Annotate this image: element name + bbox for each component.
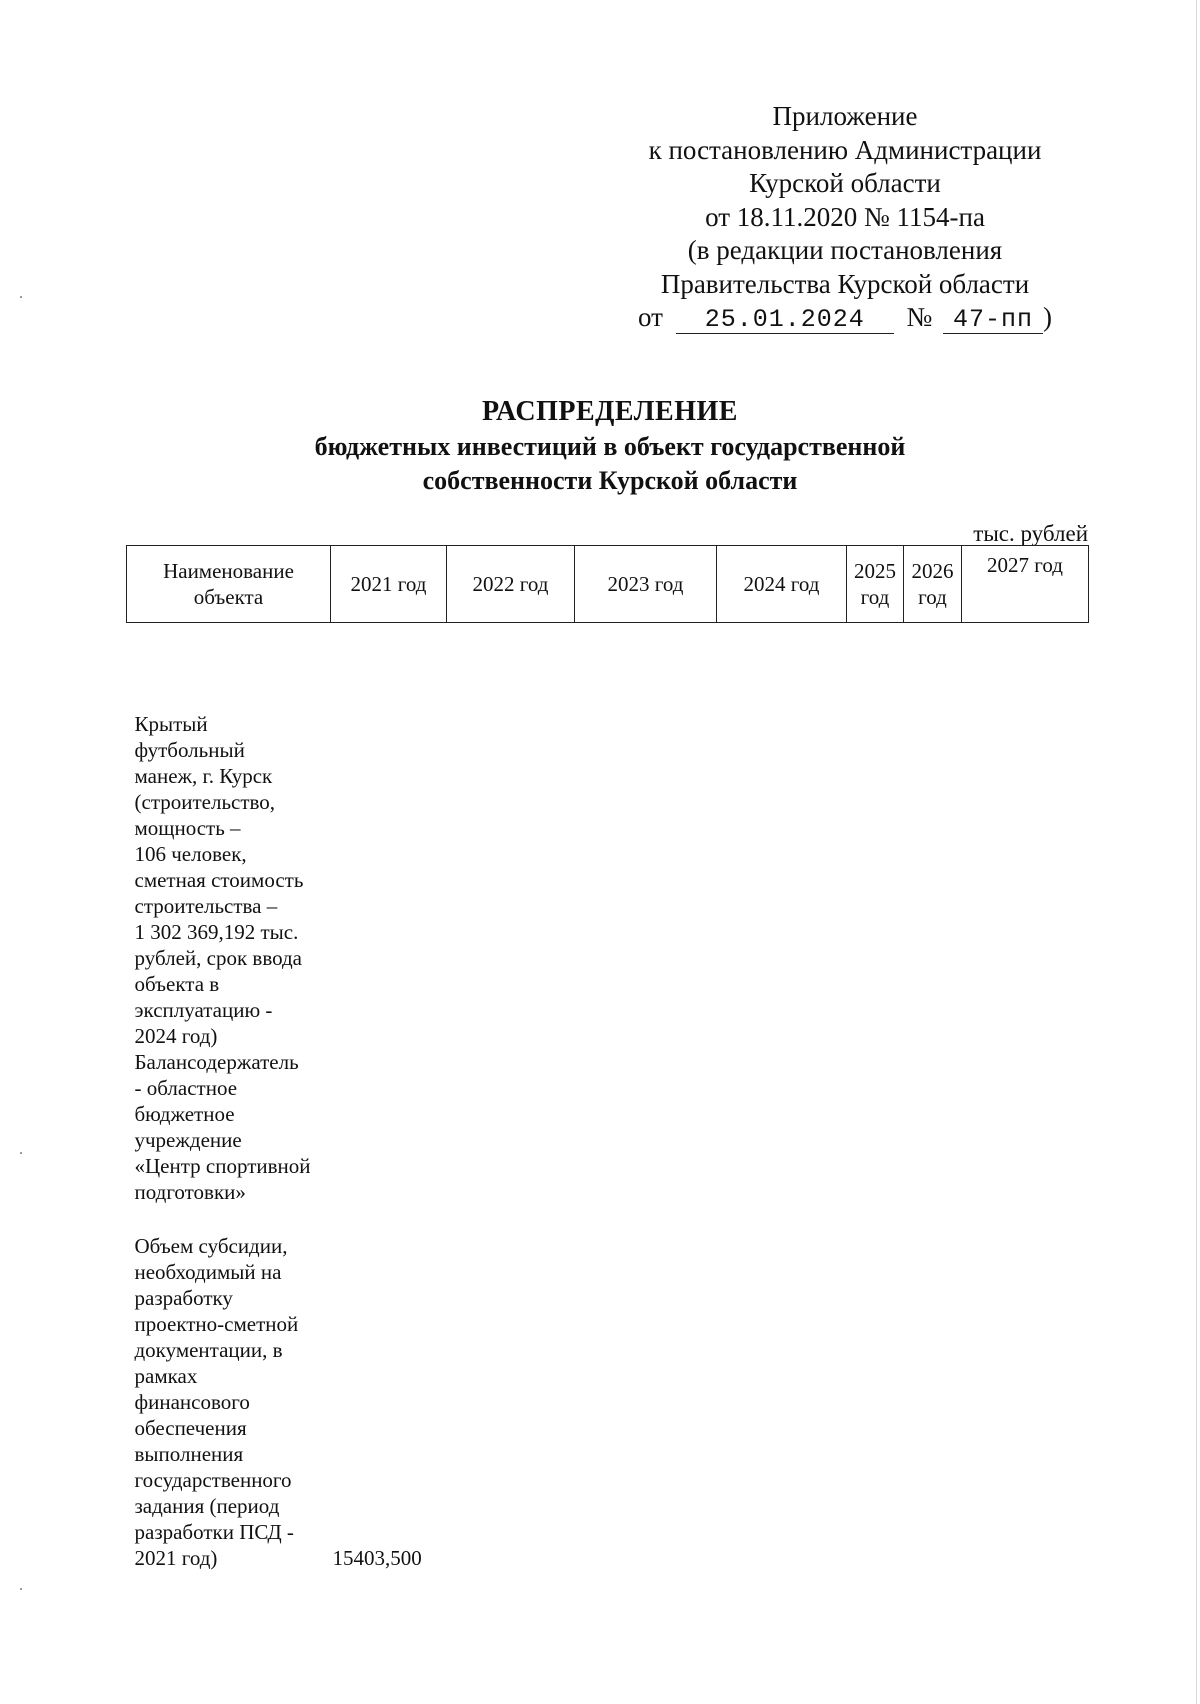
appendix-line: Курской области	[749, 168, 941, 198]
appendix-line: (в редакции постановления	[687, 235, 1003, 265]
table-row-object	[127, 623, 1089, 1206]
appendix-date-line	[600, 301, 1090, 335]
header-2021: 2021 год	[331, 546, 447, 623]
number-label: №	[906, 302, 933, 332]
cell-2022	[447, 623, 575, 1206]
allocation-table	[126, 545, 1089, 1571]
table-row-spacer	[127, 1205, 1089, 1233]
subsidy-name-cell	[127, 1233, 331, 1571]
resolution-date: 25.01.2024	[676, 307, 894, 334]
close-paren: )	[1042, 302, 1052, 332]
units-label: тыс. рублей	[973, 521, 1088, 546]
cell-2021-value: 15403,500	[332, 1546, 422, 1570]
appendix-line: от 18.11.2020 № 1154-па	[705, 201, 985, 232]
scan-edge-line	[1196, 0, 1197, 1704]
object-name-cell	[127, 623, 331, 1206]
title-subtitle: собственности Курской области	[422, 466, 798, 495]
cell-2026	[904, 623, 962, 1206]
header-2022: 2022 год	[447, 546, 575, 623]
header-2026: 2026 год	[904, 546, 962, 623]
scan-mark	[20, 296, 22, 298]
cell-2021	[331, 623, 447, 1206]
appendix-line: Правительства Курской области	[660, 268, 1030, 299]
resolution-number: 47-пп	[943, 307, 1043, 334]
header-name: Наименование объекта	[127, 546, 331, 623]
cell-2027	[962, 1233, 1089, 1571]
cell-2026	[904, 1233, 962, 1571]
title-main: РАСПРЕДЕЛЕНИЕ	[482, 396, 738, 427]
table-header-row	[127, 546, 1089, 623]
cell-2022	[447, 1233, 575, 1571]
cell-2025	[847, 1233, 904, 1571]
document-title	[180, 394, 1040, 498]
cell-2024	[717, 623, 847, 1206]
header-2025: 2025 год	[847, 546, 904, 623]
header-2027: 2027 год	[962, 546, 1089, 623]
subsidy-name: Объем субсидии, необходимый на разработку проектно-сметной документации, в рамках финансового обеспечения выполнения государственного задания (период разработки ПСД - 2021 год)	[134, 1234, 299, 1570]
appendix-title: Приложение	[772, 101, 918, 131]
cell-2023	[575, 623, 717, 1206]
appendix-line: к постановлению Администрации	[648, 134, 1042, 165]
from-label: от	[638, 302, 663, 332]
title-subtitle: бюджетных инвестиций в объект государственной	[314, 432, 906, 461]
cell-2023	[575, 1233, 717, 1571]
appendix-block	[600, 100, 1090, 335]
scan-mark	[20, 1152, 22, 1154]
table-row-subsidy	[127, 1233, 1089, 1571]
cell-2027	[962, 623, 1089, 1206]
cell-2024	[717, 1233, 847, 1571]
header-2024: 2024 год	[717, 546, 847, 623]
scan-mark	[20, 1588, 22, 1590]
cell-2025	[847, 623, 904, 1206]
header-2023: 2023 год	[575, 546, 717, 623]
object-name: Крытый футбольный манеж, г. Курск (строительство, мощность – 106 человек, сметная стоимость строительства – 1 302 369,192 тыс. рублей, срок ввода объекта в эксплуатацию - 2024 год) Балансодержатель - областное бюджетное учреждение «Центр спортивной подготовки»	[134, 712, 311, 1204]
